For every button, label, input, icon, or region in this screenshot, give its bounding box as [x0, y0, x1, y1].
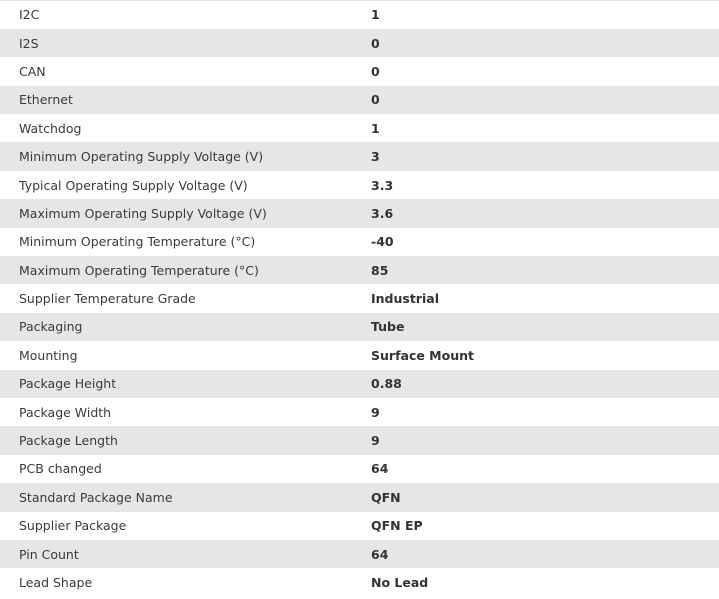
table-row: [0, 398, 719, 426]
spec-name: Typical Operating Supply Voltage (V): [19, 177, 248, 193]
table-row: [0, 142, 719, 170]
spec-name: Packaging: [19, 319, 83, 335]
spec-value: 9: [371, 404, 380, 420]
spec-name: Mounting: [19, 347, 78, 363]
specifications-body: [0, 1, 719, 597]
spec-name: Supplier Package: [19, 518, 127, 534]
spec-name: Maximum Operating Supply Voltage (V): [19, 205, 267, 221]
spec-value: 64: [371, 461, 389, 477]
spec-name: I2C: [0, 1, 371, 29]
table-row: [0, 256, 719, 284]
spec-value: 0: [371, 63, 380, 79]
spec-value: 3: [371, 149, 380, 165]
spec-name: Pin Count: [19, 546, 79, 562]
table-row: [0, 370, 719, 398]
spec-value: QFN: [371, 489, 401, 505]
spec-name: CAN: [19, 63, 46, 79]
spec-value: No Lead: [371, 575, 429, 590]
spec-name: I2S: [19, 35, 39, 51]
table-row: [0, 29, 719, 57]
spec-name: Standard Package Name: [19, 489, 173, 505]
spec-name: Maximum Operating Temperature (°C): [19, 262, 259, 278]
spec-name: Lead Shape: [19, 575, 93, 590]
table-row: [0, 171, 719, 199]
spec-name: Package Width: [19, 404, 112, 420]
table-row: [0, 228, 719, 256]
table-row: [0, 1, 719, 29]
spec-value: Industrial: [371, 291, 439, 307]
spec-value: 1: [371, 1, 719, 29]
spec-name: Watchdog: [19, 120, 82, 136]
spec-name: Supplier Temperature Grade: [19, 291, 196, 307]
spec-value: 1: [371, 120, 380, 136]
table-row: [0, 483, 719, 511]
spec-value: Surface Mount: [371, 347, 474, 363]
spec-value: -40: [371, 234, 394, 250]
table-row: [0, 57, 719, 85]
table-row: [0, 455, 719, 483]
spec-name: Ethernet: [19, 92, 73, 108]
table-row: [0, 540, 719, 568]
spec-value: 9: [371, 433, 380, 449]
table-row: [0, 114, 719, 142]
spec-value: 3.3: [371, 177, 394, 193]
table-row: [0, 313, 719, 341]
table-row: [0, 199, 719, 227]
spec-value: 64: [371, 546, 389, 562]
spec-value: 0: [371, 92, 380, 108]
spec-name: Package Height: [19, 376, 117, 392]
spec-name: Package Length: [19, 433, 118, 449]
spec-value: 85: [371, 262, 389, 278]
spec-name: PCB changed: [19, 461, 102, 477]
table-row: [0, 86, 719, 114]
spec-value: 0.88: [371, 376, 402, 392]
spec-value: 3.6: [371, 205, 394, 221]
spec-value: 0: [371, 35, 380, 51]
spec-value: Tube: [371, 319, 405, 335]
table-row: [0, 568, 719, 596]
spec-name: Minimum Operating Supply Voltage (V): [19, 149, 264, 165]
spec-name: Minimum Operating Temperature (°C): [19, 234, 256, 250]
table-row: [0, 341, 719, 369]
table-row: [0, 512, 719, 540]
spec-value: QFN EP: [371, 518, 423, 534]
table-row: [0, 284, 719, 312]
table-row: [0, 426, 719, 454]
